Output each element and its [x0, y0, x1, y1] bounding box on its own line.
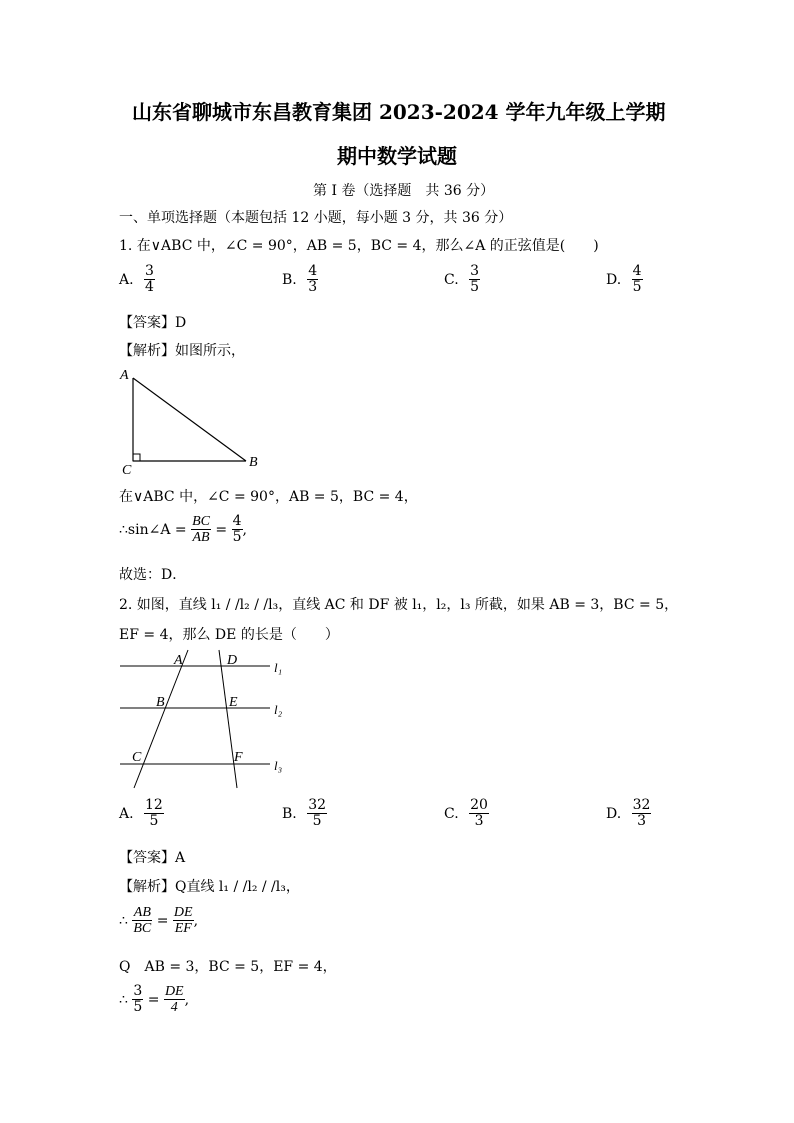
- q2-step-1: ∴ $\frac{AB}{BC}$ = $\frac{DE}{EF}$ ,: [119, 905, 199, 937]
- q1-option-d: [606, 264, 643, 296]
- q1-conclusion: 故选：D．: [119, 567, 187, 583]
- option-fraction: $\frac{4}{3}$: [308, 263, 318, 296]
- fraction-de-4: $\frac{DE}{4}$: [164, 984, 184, 1016]
- option-letter: B.: [282, 805, 297, 822]
- q1-option-c: [444, 264, 480, 296]
- q1-option-b: [282, 264, 318, 296]
- q2-option-a: [119, 798, 164, 830]
- q2-option-d: [606, 798, 651, 830]
- fraction-4-5: $\frac{4}{5}$: [232, 513, 242, 546]
- label-e: E: [229, 695, 238, 710]
- label-c: C: [122, 463, 132, 476]
- label-a: A: [174, 653, 183, 668]
- q2-step-2: Q AB = 3，BC = 5，EF = 4，: [119, 959, 337, 975]
- q1-step-2: ∴sin∠A = $\frac{BC}{AB}$ = $\frac{4}{5}$ ,: [119, 513, 247, 546]
- option-fraction: $\frac{12}{5}$: [145, 797, 163, 830]
- label-b: B: [249, 455, 258, 470]
- option-fraction: $\frac{3}{4}$: [145, 263, 154, 296]
- option-letter: D.: [606, 271, 622, 288]
- section-header: 第 I 卷（选择题 共 36 分）: [313, 183, 495, 199]
- option-letter: B.: [282, 271, 297, 288]
- option-letter: C.: [444, 271, 459, 288]
- option-letter: C.: [444, 805, 459, 822]
- q2-stem-line-1: 2. 如图，直线 l₁ / /l₂ / /l₃，直线 AC 和 DF 被 l₁，l₂，l₃ 所截，如果 AB = 3，BC = 5，: [119, 597, 679, 613]
- side-ab: [133, 378, 246, 461]
- q1-option-a: [119, 264, 155, 296]
- line-ac: [134, 650, 188, 788]
- q2-option-c: [444, 798, 489, 830]
- q2-step-3: ∴ $\frac{3}{5}$ = $\frac{DE}{4}$ ,: [119, 983, 190, 1016]
- label-f: F: [234, 750, 243, 765]
- label-l3: l₃: [274, 758, 283, 773]
- line-df: [219, 650, 237, 788]
- label-c: C: [132, 750, 142, 765]
- q2-answer: 【答案】A: [119, 850, 186, 866]
- q2-option-b: [282, 798, 327, 830]
- label-b: B: [156, 695, 165, 710]
- q2-stem-line-2: EF = 4，那么 DE 的长是（ ）: [119, 627, 339, 643]
- label-l2: l₂: [274, 702, 283, 717]
- q1-step-1: 在∨ABC 中，∠C = 90°，AB = 5，BC = 4，: [119, 489, 418, 505]
- title-line-1: 山东省聊城市东昌教育集团 2023-2024 学年九年级上学期: [132, 100, 666, 124]
- q2-analysis-lead: 【解析】Q直线 l₁ / /l₂ / /l₃，: [119, 879, 300, 895]
- option-fraction: $\frac{4}{5}$: [632, 263, 642, 296]
- q1-triangle-figure: [116, 364, 276, 476]
- title-line-2: 期中数学试题: [337, 144, 457, 168]
- option-letter: A.: [119, 271, 134, 288]
- q1-answer: 【答案】D: [119, 315, 187, 331]
- option-fraction: $\frac{20}{3}$: [470, 797, 488, 830]
- q1-stem: 1. 在∨ABC 中，∠C = 90°，AB = 5，BC = 4，那么∠A 的正弦值是( ): [119, 238, 599, 254]
- q2-parallel-lines-figure: [116, 648, 306, 790]
- part-header: 一、单项选择题（本题包括 12 小题，每小题 3 分，共 36 分）: [119, 210, 513, 226]
- option-letter: D.: [606, 805, 622, 822]
- label-d: D: [227, 653, 238, 668]
- label-a: A: [120, 368, 129, 383]
- q1-analysis-lead: 【解析】如图所示，: [119, 343, 245, 359]
- option-fraction: $\frac{3}{5}$: [470, 263, 480, 296]
- right-angle-mark: [133, 454, 140, 461]
- fraction-ab-bc: $\frac{AB}{BC}$: [133, 905, 152, 937]
- option-fraction: $\frac{32}{5}$: [308, 797, 327, 830]
- fraction-3-5: $\frac{3}{5}$: [133, 983, 143, 1016]
- fraction-de-ef: $\frac{DE}{EF}$: [173, 905, 193, 937]
- option-letter: A.: [119, 805, 134, 822]
- label-l1: l₁: [274, 660, 283, 675]
- option-fraction: $\frac{32}{3}$: [632, 797, 651, 830]
- fraction-bc-ab: $\frac{BC}{AB}$: [192, 514, 210, 546]
